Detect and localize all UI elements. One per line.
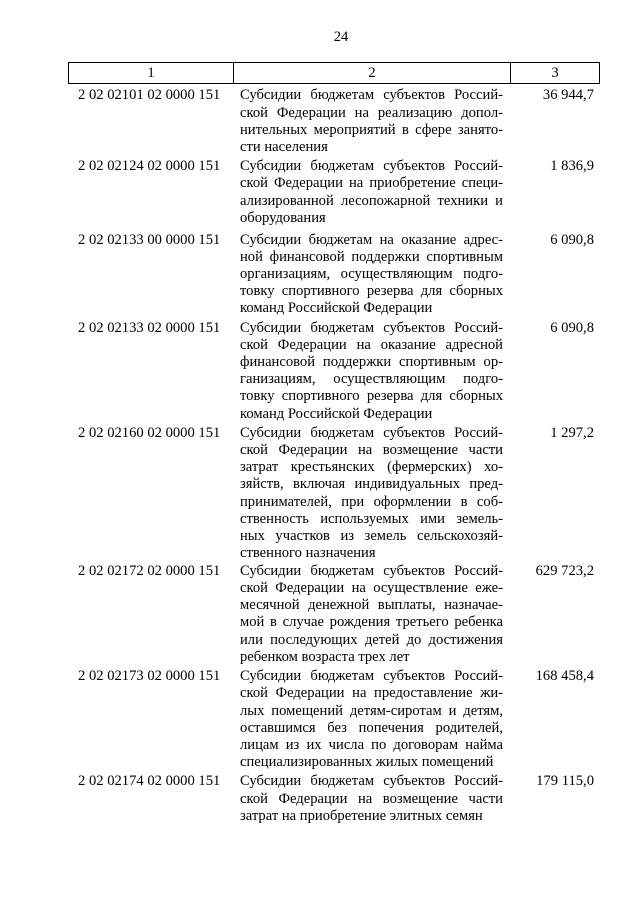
page-number: 24 <box>333 29 349 45</box>
table-row <box>68 563 600 666</box>
description-line: затрат крестьянских (фермерских) хо- <box>240 459 503 476</box>
budget-code: 2 02 02133 02 0000 151 <box>78 319 221 336</box>
description-line: Субсидии бюджетам субъектов Россий- <box>240 87 503 104</box>
description-line: месячной денежной выплаты, назначае- <box>240 597 503 614</box>
row-description <box>233 563 510 666</box>
description-line: ской Федерации на осуществление еже- <box>240 580 503 597</box>
description-line: ганизациям, осуществляющим подго- <box>240 371 503 388</box>
description-line: ской Федерации на приобретение специ- <box>240 175 503 192</box>
row-description <box>233 773 510 825</box>
table-row <box>68 668 600 771</box>
amount-value: 629 723,2 <box>535 562 594 579</box>
budget-code: 2 02 02101 02 0000 151 <box>78 87 221 104</box>
amount-value: 1 297,2 <box>550 424 594 441</box>
description-line: Субсидии бюджетам на оказание адрес- <box>240 231 503 248</box>
budget-code: 2 02 02160 02 0000 151 <box>78 424 221 441</box>
table-row <box>68 87 600 156</box>
description-line: принимателей, при оформлении в соб- <box>240 493 503 510</box>
row-description <box>233 425 510 563</box>
table-header <box>68 62 600 84</box>
budget-code: 2 02 02172 02 0000 151 <box>78 562 221 579</box>
table-row <box>68 773 600 825</box>
description-line: мой в случае рождения третьего ребенка <box>240 614 503 631</box>
description-line: товку спортивного резерва для сборных <box>240 388 503 405</box>
description-line: ской Федерации на реализацию допол- <box>240 104 503 121</box>
description-line: ребенком возраста трех лет <box>240 648 410 665</box>
amount-value: 36 944,7 <box>542 87 594 104</box>
row-description <box>233 232 510 318</box>
description-line: зяйств, включая индивидуальных пред- <box>240 476 503 493</box>
description-line: финансовой поддержки спортивным ор- <box>240 353 503 370</box>
description-line: Субсидии бюджетам субъектов Россий- <box>240 424 503 441</box>
budget-code: 2 02 02173 02 0000 151 <box>78 668 221 685</box>
description-line: ской Федерации на возмещение части <box>240 790 503 807</box>
description-line: специализированных жилых помещений <box>240 754 494 771</box>
description-line: команд Российской Федерации <box>240 300 433 317</box>
amount-value: 179 115,0 <box>536 773 594 790</box>
description-line: Субсидии бюджетам субъектов Россий- <box>240 319 503 336</box>
description-line: ных участков из земель сельскохозяй- <box>240 527 503 544</box>
description-line: Субсидии бюджетам субъектов Россий- <box>240 158 503 175</box>
description-line: или последующих детей до достижения <box>240 631 503 648</box>
row-description <box>233 320 510 423</box>
description-line: ской Федерации на возмещение части <box>240 441 503 458</box>
budget-code: 2 02 02174 02 0000 151 <box>78 773 221 790</box>
description-line: лицам из их числа по договорам найма <box>240 736 503 753</box>
description-line: лых помещений детям-сиротам и детям, <box>240 702 503 719</box>
amount-value: 168 458,4 <box>535 668 594 685</box>
description-line: ственность используемых ими земель- <box>240 510 503 527</box>
description-line: оставшимся без попечения родителей, <box>240 719 503 736</box>
header-col-amount: 3 <box>510 63 599 83</box>
table-body <box>68 87 600 825</box>
description-line: оборудования <box>240 209 326 226</box>
description-line: ственного назначения <box>240 545 376 562</box>
budget-code: 2 02 02124 02 0000 151 <box>78 158 221 175</box>
description-line: товку спортивного резерва для сборных <box>240 283 503 300</box>
table-row <box>68 158 600 227</box>
description-line: организациям, осуществляющим подго- <box>240 265 503 282</box>
header-col-description: 2 <box>233 63 510 83</box>
description-line: сти населения <box>240 139 328 155</box>
row-description <box>233 668 510 771</box>
header-col-code: 1 <box>147 65 155 81</box>
description-line: ской Федерации на предоставление жи- <box>240 685 503 702</box>
description-line: затрат на приобретение элитных семян <box>240 807 483 824</box>
table-row <box>68 232 600 318</box>
description-line: Субсидии бюджетам субъектов Россий- <box>240 668 503 685</box>
row-description <box>233 87 510 156</box>
table-row <box>68 320 600 423</box>
amount-value: 6 090,8 <box>550 319 594 336</box>
description-line: ской Федерации на оказание адресной <box>240 336 503 353</box>
budget-code: 2 02 02133 00 0000 151 <box>78 231 221 248</box>
description-line: команд Российской Федерации <box>240 405 433 422</box>
description-line: Субсидии бюджетам субъектов Россий- <box>240 773 503 790</box>
description-line: нительных мероприятий в сфере занято- <box>240 121 503 138</box>
table-row <box>68 425 600 563</box>
amount-value: 6 090,8 <box>550 231 594 248</box>
amount-value: 1 836,9 <box>550 158 594 175</box>
description-line: Субсидии бюджетам субъектов Россий- <box>240 562 503 579</box>
description-line: ной финансовой поддержки спортивным <box>240 248 503 265</box>
description-line: ализированной лесопожарной техники и <box>240 192 503 209</box>
row-description <box>233 158 510 227</box>
